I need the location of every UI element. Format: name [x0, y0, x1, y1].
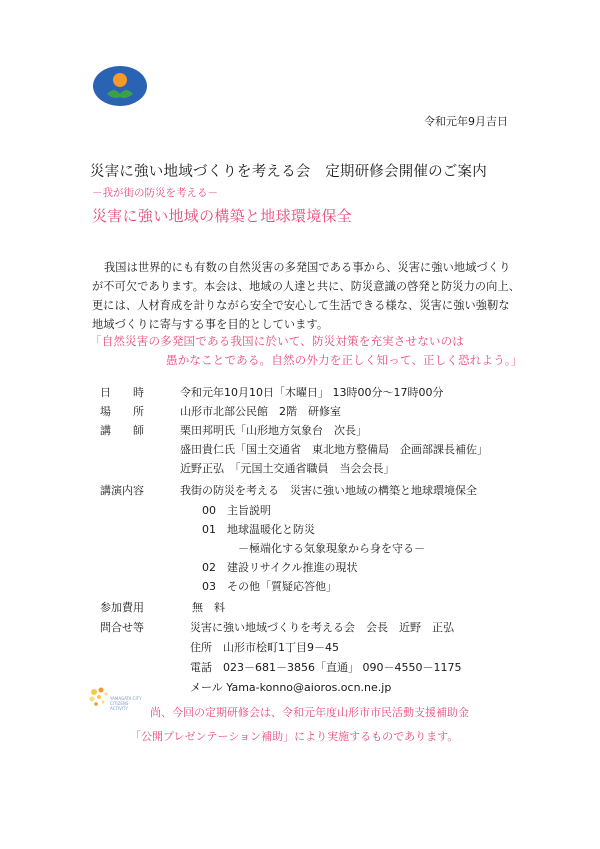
headline: 災害に強い地域の構築と地球環境保全 — [92, 207, 353, 225]
program-item: 02 建設リサイクル推進の現状 — [202, 561, 358, 574]
intro-line: 我国は世界的にも有数の自然災害の多発国である事から、災害に強い地域づくり — [104, 261, 511, 274]
place-value: 山形市北部公民館 2階 研修室 — [180, 405, 341, 418]
intro-line: 更には、人材育成を計りながら安全で安心して生活できる様な、災害に強い強靭な — [92, 299, 510, 312]
intro-line: が不可欠であります。本会は、地域の人達と共に、防災意識の啓発と防災力の向上、 — [92, 280, 521, 293]
subtitle: －我が街の防災を考える－ — [92, 187, 218, 199]
quote-line: 「自然災害の多発国である我国に於いて、防災対策を充実させないのは — [90, 334, 464, 348]
lecturer-label: 講 師 — [100, 424, 144, 437]
fee-label: 参加費用 — [100, 601, 144, 614]
lecture-title: 我街の防災を考える 災害に強い地域の構築と地球環境保全 — [180, 484, 477, 497]
organization-logo — [90, 64, 150, 108]
program-item: 03 その他「質疑応答他」 — [202, 580, 337, 593]
program-item: 01 地球温暖化と防災 — [202, 523, 315, 536]
datetime-label: 日 時 — [100, 386, 144, 399]
footer-note: 尚、今回の定期研修会は、令和元年度山形市市民活動支援補助金 — [150, 706, 469, 719]
program-item: －極端化する気象現象から身を守る－ — [238, 542, 425, 555]
place-label: 場 所 — [100, 405, 144, 418]
lecture-label: 講演内容 — [100, 484, 144, 497]
lecturer-item: 栗田邦明氏「山形地方気象台 次長」 — [180, 424, 367, 437]
fee-value: 無 料 — [192, 601, 225, 614]
contact-address: 住所 山形市桧町1丁目9－45 — [190, 641, 339, 654]
citizens-activity-logo — [88, 686, 144, 722]
contact-phone: 電話 023－681－3856「直通」 090－4550－1175 — [190, 661, 462, 674]
lecturer-item: 盛田貴仁氏「国土交通省 東北地方整備局 企画部課長補佐」 — [180, 443, 488, 456]
citizens-activity-logo-text: YAMAGATA CITY CITIZENS ACTIVITY — [110, 696, 142, 711]
contact-organization: 災害に強い地域づくりを考える会 会長 近野 正弘 — [190, 621, 454, 634]
lecturer-item: 近野正弘 「元国土交通省職員 当会会長」 — [180, 462, 395, 475]
intro-line: 地域づくりに寄与する事を目的としています。 — [92, 318, 329, 331]
quote-line: 愚かなことである。自然の外力を正しく知って、正しく恐れよう。」 — [166, 353, 523, 367]
issue-date: 令和元年9月吉日 — [424, 115, 508, 128]
contact-label: 問合せ等 — [100, 621, 144, 634]
datetime-value: 令和元年10月10日「木曜日」 13時00分～17時00分 — [180, 386, 444, 399]
contact-email: メール Yama-konno@aioros.ocn.ne.jp — [190, 681, 392, 694]
footer-note: 「公開プレゼンテーション補助」により実施するものであります。 — [130, 730, 459, 743]
page-title: 災害に強い地域づくりを考える会 定期研修会開催のご案内 — [90, 164, 487, 180]
program-item: 00 主旨説明 — [202, 504, 271, 517]
